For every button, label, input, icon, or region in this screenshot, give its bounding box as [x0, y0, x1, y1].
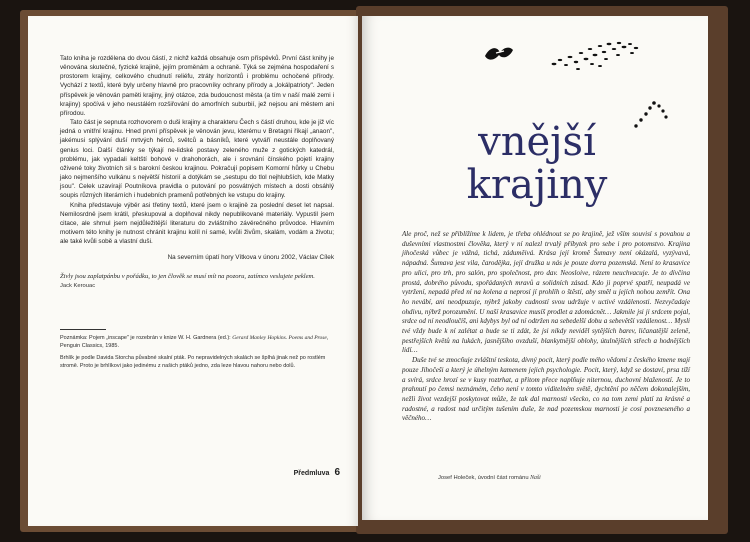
passage-paragraph: Ale proč, než se přiblížíme k lidem, je třeba ohlédnout se po krajině, jež vším souvisí s povahou a duševními vlastnostmi člověka, který v ní nalezl trvalý příbytek pro sebe i pro potomstvo. Krajina jihočeská vůbec je vážná, tichá, záduměivá. Krása její kromě Šumavy není okázalá, vyzývavá, nápadná. Šumava jest vila, čarodějka, její družka u nás je pouze dorra pozemská. Není to krasavice pro ulici, pro trh, pro salón, pro společnost, pro dav. Neosloive, rázem neuchvacuje. Je to dívčina prostá, dobrého původu, spořádaných mravů a solidních zásad. Kdo ji poprvé spatří, neupadá ve vytržení, nepadá před ní na kolena a neprosí jí prohlíh o štěstí, aby směl u jejích nohou zemřít. Ona ho nevábí, ani neodpuzuje, nýbrž jakoby cudností svou udržuje v uctivé vzdálenosti. Nezvyčadaje ohdivu, nýbrž porozumění. U naší krasavice musíš prodlet a zdomácnět… Jakmile jsi ji srdcem pojal, srdce od ní neodloučíš, ani kdybys byl od ní odtržen na sebedelší dobu a sebevětší vzdálenost… Mysli tvé vždy bude k ní zalétat a bude se ti zdát, že jsi nikdy neviděl sytějších barev, ličanatější zeleně, pestřejších květů na lukách, jasnějšího ovzduší, blankytnější oblohy, útulnějších střech a hodnějších lidí…	[402, 230, 690, 355]
page-footer	[294, 467, 340, 478]
motto-author: Jack Kerouac	[60, 282, 96, 289]
chapter-title-line: vnější	[478, 119, 596, 165]
passage-paragraph: Duše tvé se zmocňuje zvláštní teskota, divný pocit, který podle mého vědomí z českého kmene mají pouze Jihočeši a který je úhelným kamenem jejich psychologie. Pocit, který, když se dostaví, prsa tíží a svírá, srdce hrozí se v kusy roztrhat, a přitom přece naplňuje niternou, duchovní blažeností. Je to prahnutí po čemsi neznámém, čeho není v tomto viditelném světě, dychtění po něčem dokonalejším, nežli život vezdejší poskytovat může, že tak dal marnosti všecko, co na tom zemi platí za krásné a radostné, a radost nad určitým tušením duše, že nad pozemskou marnosti je cosi povzneseného a věčného…	[402, 356, 690, 423]
page-number: 6	[334, 467, 340, 478]
preface-paragraph: Tato kniha je rozdělena do dvou částí, z nichž každá obsahuje osm příspěvků. První část knihy je věnována skutečné, fyzické krajině, jejím proměnám a ochraně. Týká se zejména hospodaření s prostorem krajiny, celkového chudnutí reliéfu, ztráty horizontů i problému ochočené přírody. Vychází z textů, které byly určeny hlavně pro pracovníky ochrany přírody a „lokálpatrioty". Jeden příspěvek je věnován paměti krajiny, jiný otázce, zda budoucnost města (a tím v naší malé zemi i krajiny) spočívá v jeho neustálém rozšiřování do amorfních suburbií, jež nejsou ani městem ani přírodou.	[60, 55, 334, 117]
quoted-passage	[402, 230, 690, 424]
dotted-trail-doodle-icon	[630, 92, 670, 132]
footer-label: Předmluva	[293, 470, 330, 477]
chapter-title-line: krajiny	[466, 162, 608, 208]
footnote-divider	[60, 329, 106, 330]
left-page	[28, 16, 358, 526]
chapter-title	[462, 121, 612, 207]
preface-signature: Na severním úpatí hory Vítkova v únoru 2002, Václav Cílek	[167, 254, 334, 262]
passage-source: Josef Holeček, úvodní část románu Naši	[438, 475, 541, 481]
footnote-brhlik: Brhlík je podle Davida Storcha půvabné skalní pták. Po nepravidelných skalách se šplhá jinak než po rostlém stromě. Proto je brhlíkovi jako jedinému z našich ptáků jedno, zda leze hlavou nahoru nebo dolů.	[60, 355, 326, 369]
preface-paragraph: Tato část je sepnuta rozhovorem o duši krajiny a charakteru Čech s částí druhou, kde je již víc jedná o vnitřní krajinu. Hned první příspěvek je věnován jevu, kterému v Bretagni říkají „anaon", jakémusi splývání duší mrtvých hérců, světců a básníků, které vytváří neustále doplňovaný genius loci. Další články se týkají ne-lidské postavy zeleného muže z gotických katedrál, problému, jak vypadali keltští bohové v drahohorách, ale i srovnání čínského pojetí krajiny oživené toky životních sil s barokní českou krajinou. Pokračují popisem Komorní hůrky u Chebu jako nejmenšího vulkánu s největší historií a dotýkám se „sestupu do tlol nejhlubších, kde Matky jsou". Celek uzavírají Poutníkova pravidla o putování po posvátných místech a dosti obsáhlý soupis různých literárních i hudebních pramenů potřebných ke vstupu do krajiny.	[60, 119, 334, 200]
preface-text	[60, 54, 334, 246]
motto-quote: Živly jsou zaplatpánbu v pořádku, to jen člověk se musí mít na pozoru, zatímco veslujete peklem.	[60, 273, 315, 281]
footnote-inscape: Poznámka: Pojem „inscape" je rozebrán v knize W. H. Gardnera (ed.): Gerard Manley Hopkins. Poems and Prose, Penguin Classics, 1985.	[60, 334, 329, 349]
right-page	[362, 16, 708, 520]
swarm-doodle-icon	[548, 38, 644, 74]
bird-doodle-icon	[482, 42, 516, 64]
preface-paragraph: Kniha představuje výběr asi třetiny textů, které jsem o krajině za poslední deset let napsal. Nemilosrdně jsem krátil, přeskupoval a doplňoval nikdy nepublikované materiály. Vypustil jsem citace, ale shrnul jsem nejdůležitější literaturu do zvláštního závěrečného průvodce. Hlavním motivem této knihy je nutnost chránit krajinu kolíl ní samé, kvůli živům, skalám, vodám a životu; ale také kvůli sobě a vlastní duši.	[60, 201, 334, 246]
